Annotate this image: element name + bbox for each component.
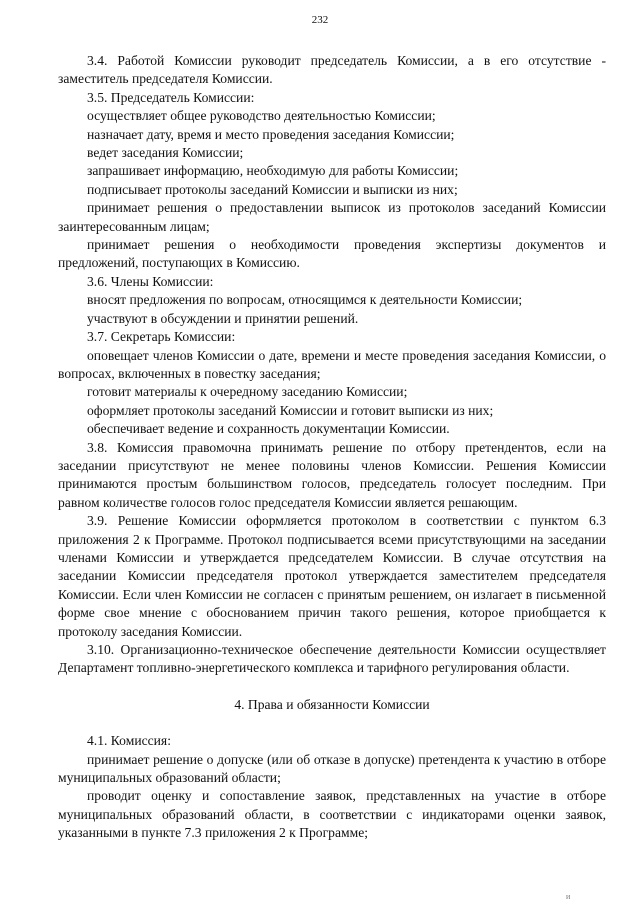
list-item: вносят предложения по вопросам, относящимся к деятельности Комиссии;	[87, 292, 523, 308]
list-item: принимает решения о предоставлении выписок из протоколов заседаний Комиссии заинтересованным лицам;	[58, 200, 606, 234]
paragraph-3-7: 3.7. Секретарь Комиссии:	[87, 329, 236, 345]
paragraph-3-6: 3.6. Члены Комиссии:	[87, 273, 214, 289]
paragraph-3-9: 3.9. Решение Комиссии оформляется протоколом в соответствии с пунктом 6.3 приложения 2 к Программе. Протокол подписывается всеми присутствующими на заседании членами Комиссии и утверждается председателем Комиссии. В случае отсутствия на заседании Комиссии председателя протокол утверждается заместителем председателя Комиссии. Если член Комиссии не согласен с принятым решением, он излагает в письменной форме свое мнение с обоснованием причин такого решения, которое приобщается к протоколу заседания Комиссии.	[58, 513, 606, 639]
list-item: осуществляет общее руководство деятельностью Комиссии;	[87, 108, 436, 124]
section-heading: 4. Права и обязанности Комиссии	[234, 696, 430, 712]
list-item: обеспечивает ведение и сохранность документации Комиссии.	[87, 421, 450, 437]
list-item: проводит оценку и сопоставление заявок, представленных на участие в отборе муниципальных образований области, в соответствии с индикаторами оценки заявок, указанными в пункте 7.3 приложения 2 к Программе;	[58, 788, 606, 841]
list-item: участвуют в обсуждении и принятии решений.	[87, 310, 359, 326]
paragraph-3-10: 3.10. Организационно-техническое обеспечение деятельности Комиссии осуществляет Департамент топливно-энергетического комплекса и тарифного регулирования области.	[58, 642, 606, 676]
list-item: ведет заседания Комиссии;	[87, 145, 244, 161]
paragraph-3-4: 3.4. Работой Комиссии руководит председатель Комиссии, а в его отсутствие - заместитель председателя Комиссии.	[58, 53, 606, 87]
list-item: оформляет протоколы заседаний Комиссии и готовит выписки из них;	[87, 402, 494, 418]
list-item: запрашивает информацию, необходимую для работы Комиссии;	[87, 163, 459, 179]
page-number: 232	[311, 14, 329, 26]
list-item: принимает решения о необходимости проведения экспертизы документов и предложений, поступающих в Комиссию.	[58, 237, 606, 271]
paragraph-4-1: 4.1. Комиссия:	[87, 733, 171, 749]
list-item: назначает дату, время и место проведения заседания Комиссии;	[87, 126, 455, 142]
list-item: готовит материалы к очередному заседанию Комиссии;	[87, 384, 408, 400]
corner-mark: и	[566, 892, 571, 901]
paragraph-3-5: 3.5. Председатель Комиссии:	[87, 89, 255, 105]
list-item: принимает решение о допуске (или об отказе в допуске) претендента к участию в отборе муниципальных образований области;	[58, 751, 606, 786]
list-item: оповещает членов Комиссии о дате, времени и месте проведения заседания Комиссии, о вопросах, включенных в повестку заседания;	[58, 347, 606, 381]
list-item: подписывает протоколы заседаний Комиссии и выписки из них;	[87, 181, 458, 197]
document-body	[58, 52, 606, 843]
paragraph-3-8: 3.8. Комиссия правомочна принимать решение по отбору претендентов, если на заседании присутствуют не менее половины членов Комиссии. Решения Комиссии принимаются простым большинством голосов, председатель голосует последним. При равном количестве голосов голос председателя Комиссии является решающим.	[58, 439, 606, 510]
